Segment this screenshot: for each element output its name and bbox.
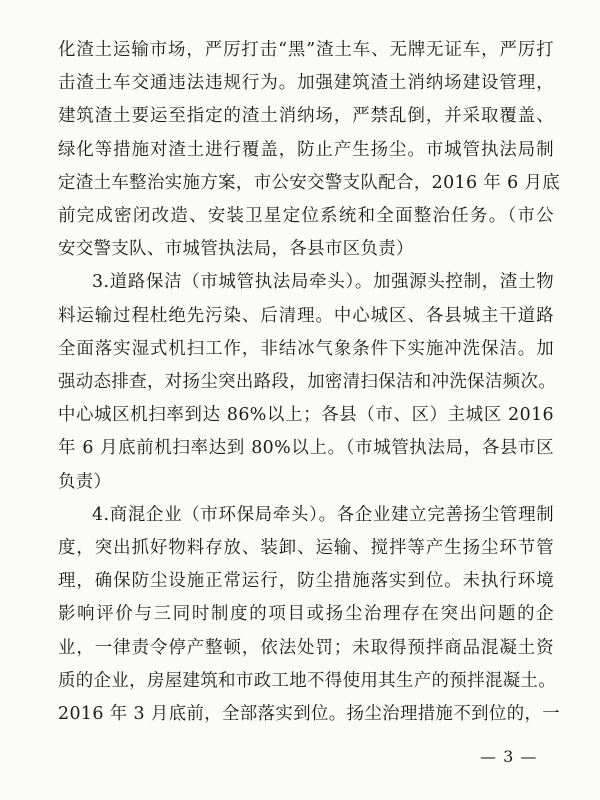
text-line: 建筑渣土要运至指定的渣土消纳场，严禁乱倒，并采取覆盖、 [58,106,554,127]
section-heading-line: 4.商混企业（市环保局牵头）。各企业建立完善扬尘管理制 [92,504,554,525]
text-line: 质的企业，房屋建筑和市政工地不得使用其生产的预拌混凝土。 [58,670,557,691]
text-line: 全面落实湿式机扫工作，非结冰气象条件下实施冲洗保洁。加 [58,338,554,359]
text-line: 定渣土车整治实施方案，市公安交警支队配合，2016 年 6 月底 [58,172,561,193]
text-line: 中心城区机扫率到达 86%以上；各县（市、区）主城区 2016 [58,405,554,426]
text-line: 业，一律责令停产整顿，依法处罚；未取得预拌商品混凝土资 [58,637,554,658]
text-line: 化渣土运输市场，严厉打击“黑”渣土车、无牌无证车，严厉打 [58,40,554,60]
section-heading-line: 3.道路保洁（市城管执法局牵头）。加强源头控制，渣土物 [92,272,554,293]
text-line: 理，确保防尘设施正常运行，防尘措施落实到位。未执行环境 [58,571,554,592]
text-line: 击渣土车交通违法违规行为。加强建筑渣土消纳场建设管理， [58,73,554,94]
text-line: 绿化等措施对渣土进行覆盖，防止产生扬尘。市城管执法局制 [58,139,554,160]
text-line: 影响评价与三同时制度的项目或扬尘治理存在突出问题的企 [58,604,554,625]
text-line: 年 6 月底前机扫率达到 80%以上。（市城管执法局，各县市区 [58,438,554,459]
text-line: 前完成密闭改造、安装卫星定位系统和全面整治任务。（市公 [58,206,554,226]
text-line: 度，突出抓好物料存放、装卸、运输、搅拌等产生扬尘环节管 [58,538,554,558]
text-line: 安交警支队、市城管执法局，各县市区负责） [58,239,414,260]
text-line: 强动态排查，对扬尘突出路段，加密清扫保洁和冲洗保洁频次。 [58,372,557,392]
page-number: — 3 — [480,747,538,767]
text-line: 2016 年 3 月底前，全部落实到位。扬尘治理措施不到位的，一 [58,704,561,724]
text-line: 负责） [58,471,112,492]
text-line: 料运输过程杜绝先污染、后清理。中心城区、各县城主干道路 [58,305,554,326]
